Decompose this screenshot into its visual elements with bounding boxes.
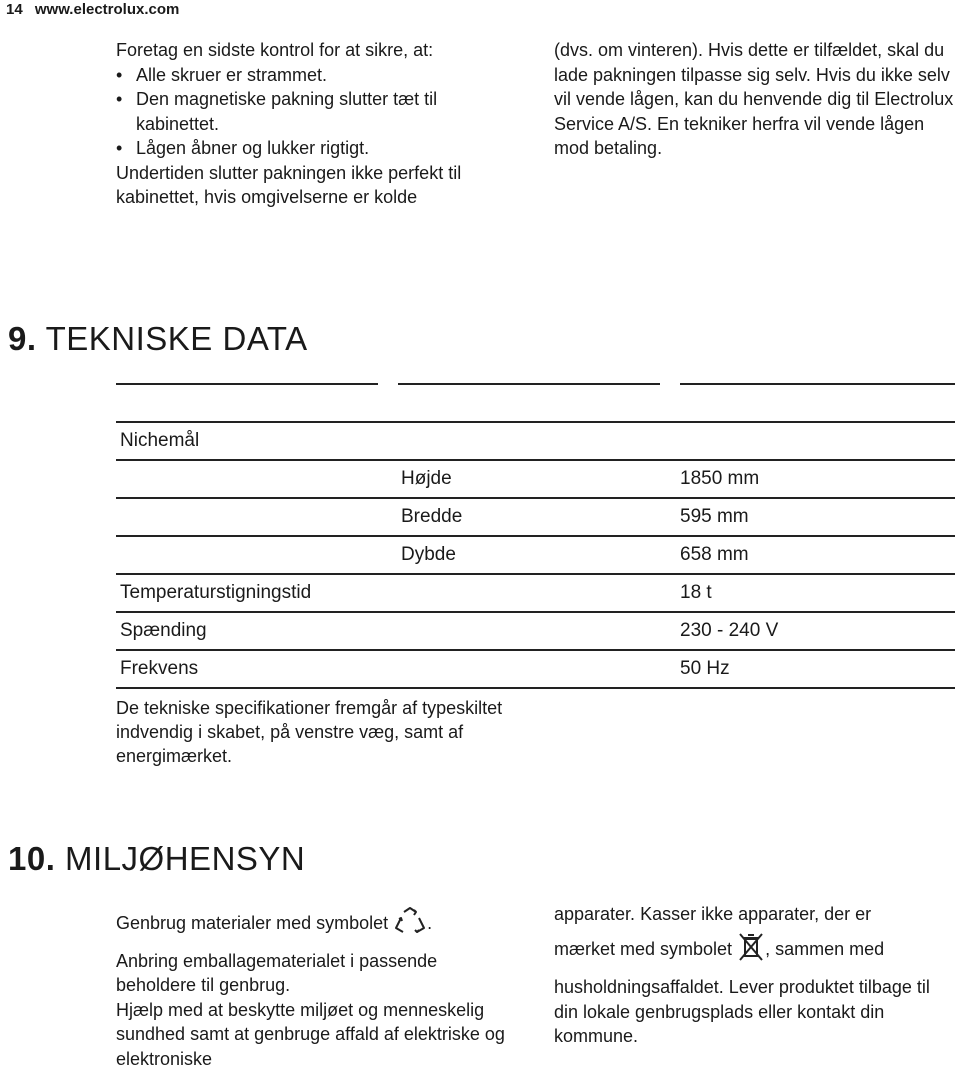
list-item: • Lågen åbner og lukker rigtigt. — [116, 136, 516, 161]
env-right-column — [554, 902, 954, 1049]
dimension-label: Bredde — [401, 506, 462, 528]
section-title-tekniske-data — [8, 320, 308, 358]
env-text: Genbrug materialer med symbolet — [116, 913, 388, 933]
table-rule — [116, 535, 955, 537]
dimension-value: 595 mm — [680, 506, 749, 528]
dimension-value: 658 mm — [680, 544, 749, 566]
env-paragraph: apparater. Kasser ikke apparater, der er — [554, 902, 954, 927]
spec-label: Temperaturstigningstid — [120, 582, 311, 604]
spec-label: Spænding — [120, 620, 207, 642]
tech-note: De tekniske specifikationer fremgår af typeskiltet indvendig i skabet, på venstre væg, samt af energimærket. — [116, 696, 516, 768]
table-rule — [680, 383, 955, 385]
table-rule — [398, 383, 660, 385]
env-paragraph: husholdningsaffaldet. Lever produktet tilbage til din lokale genbrugsplads eller kontakt din kommune. — [554, 975, 954, 1049]
intro-left-tail: Undertiden slutter pakningen ikke perfekt til kabinettet, hvis omgivelserne er kolde — [116, 161, 516, 210]
env-paragraph: Hjælp med at beskytte miljøet og menneskelig sundhed samt at genbruge affald af elektriske og elektroniske — [116, 998, 516, 1071]
intro-lead: Foretag en sidste kontrol for at sikre, at: — [116, 38, 516, 63]
table-rule — [116, 421, 955, 423]
list-item: • Den magnetiske pakning slutter tæt til kabinettet. — [116, 87, 516, 136]
env-text: mærket med symbolet — [554, 939, 732, 959]
table-rule — [116, 497, 955, 499]
page-header — [6, 1, 179, 18]
table-rule — [116, 611, 955, 613]
section-title-miljohensyn — [8, 840, 305, 878]
list-item: • Alle skruer er strammet. — [116, 63, 516, 88]
dimension-label: Dybde — [401, 544, 456, 566]
section-number: 9. — [8, 320, 37, 357]
intro-left-column — [116, 38, 516, 210]
section-number: 10. — [8, 840, 55, 877]
spec-value: 18 t — [680, 582, 712, 604]
section-heading: MILJØHENSYN — [65, 840, 305, 877]
crossed-bin-icon — [737, 931, 765, 970]
env-paragraph — [554, 931, 954, 970]
section-heading: TEKNISKE DATA — [46, 320, 308, 357]
env-paragraph — [116, 906, 516, 943]
check-list — [116, 63, 516, 161]
page-number: 14 — [6, 1, 23, 18]
env-left-column — [116, 906, 516, 1071]
intro-right-text: (dvs. om vinteren). Hvis dette er tilfældet, skal du lade pakningen tilpasse sig selv. Hvis du ikke selv vil vende lågen, kan du henvende dig til Electrolux Service A/S. En tekniker herfra vil vende lågen mod betaling. — [554, 38, 954, 161]
table-rule — [116, 459, 955, 461]
website-link[interactable]: www.electrolux.com — [35, 1, 180, 18]
dimension-label: Højde — [401, 468, 452, 490]
table-rule — [116, 573, 955, 575]
spec-label: Frekvens — [120, 658, 198, 680]
dimension-value: 1850 mm — [680, 468, 759, 490]
env-text: , sammen med — [765, 939, 884, 959]
recycle-icon — [393, 906, 427, 943]
env-paragraph: Anbring emballagematerialet i passende beholdere til genbrug. — [116, 949, 516, 998]
niche-label: Nichemål — [120, 430, 199, 452]
env-text: . — [427, 913, 432, 933]
table-rule — [116, 649, 955, 651]
table-rule — [116, 383, 378, 385]
spec-value: 50 Hz — [680, 658, 730, 680]
spec-value: 230 - 240 V — [680, 620, 778, 642]
table-rule — [116, 687, 955, 689]
